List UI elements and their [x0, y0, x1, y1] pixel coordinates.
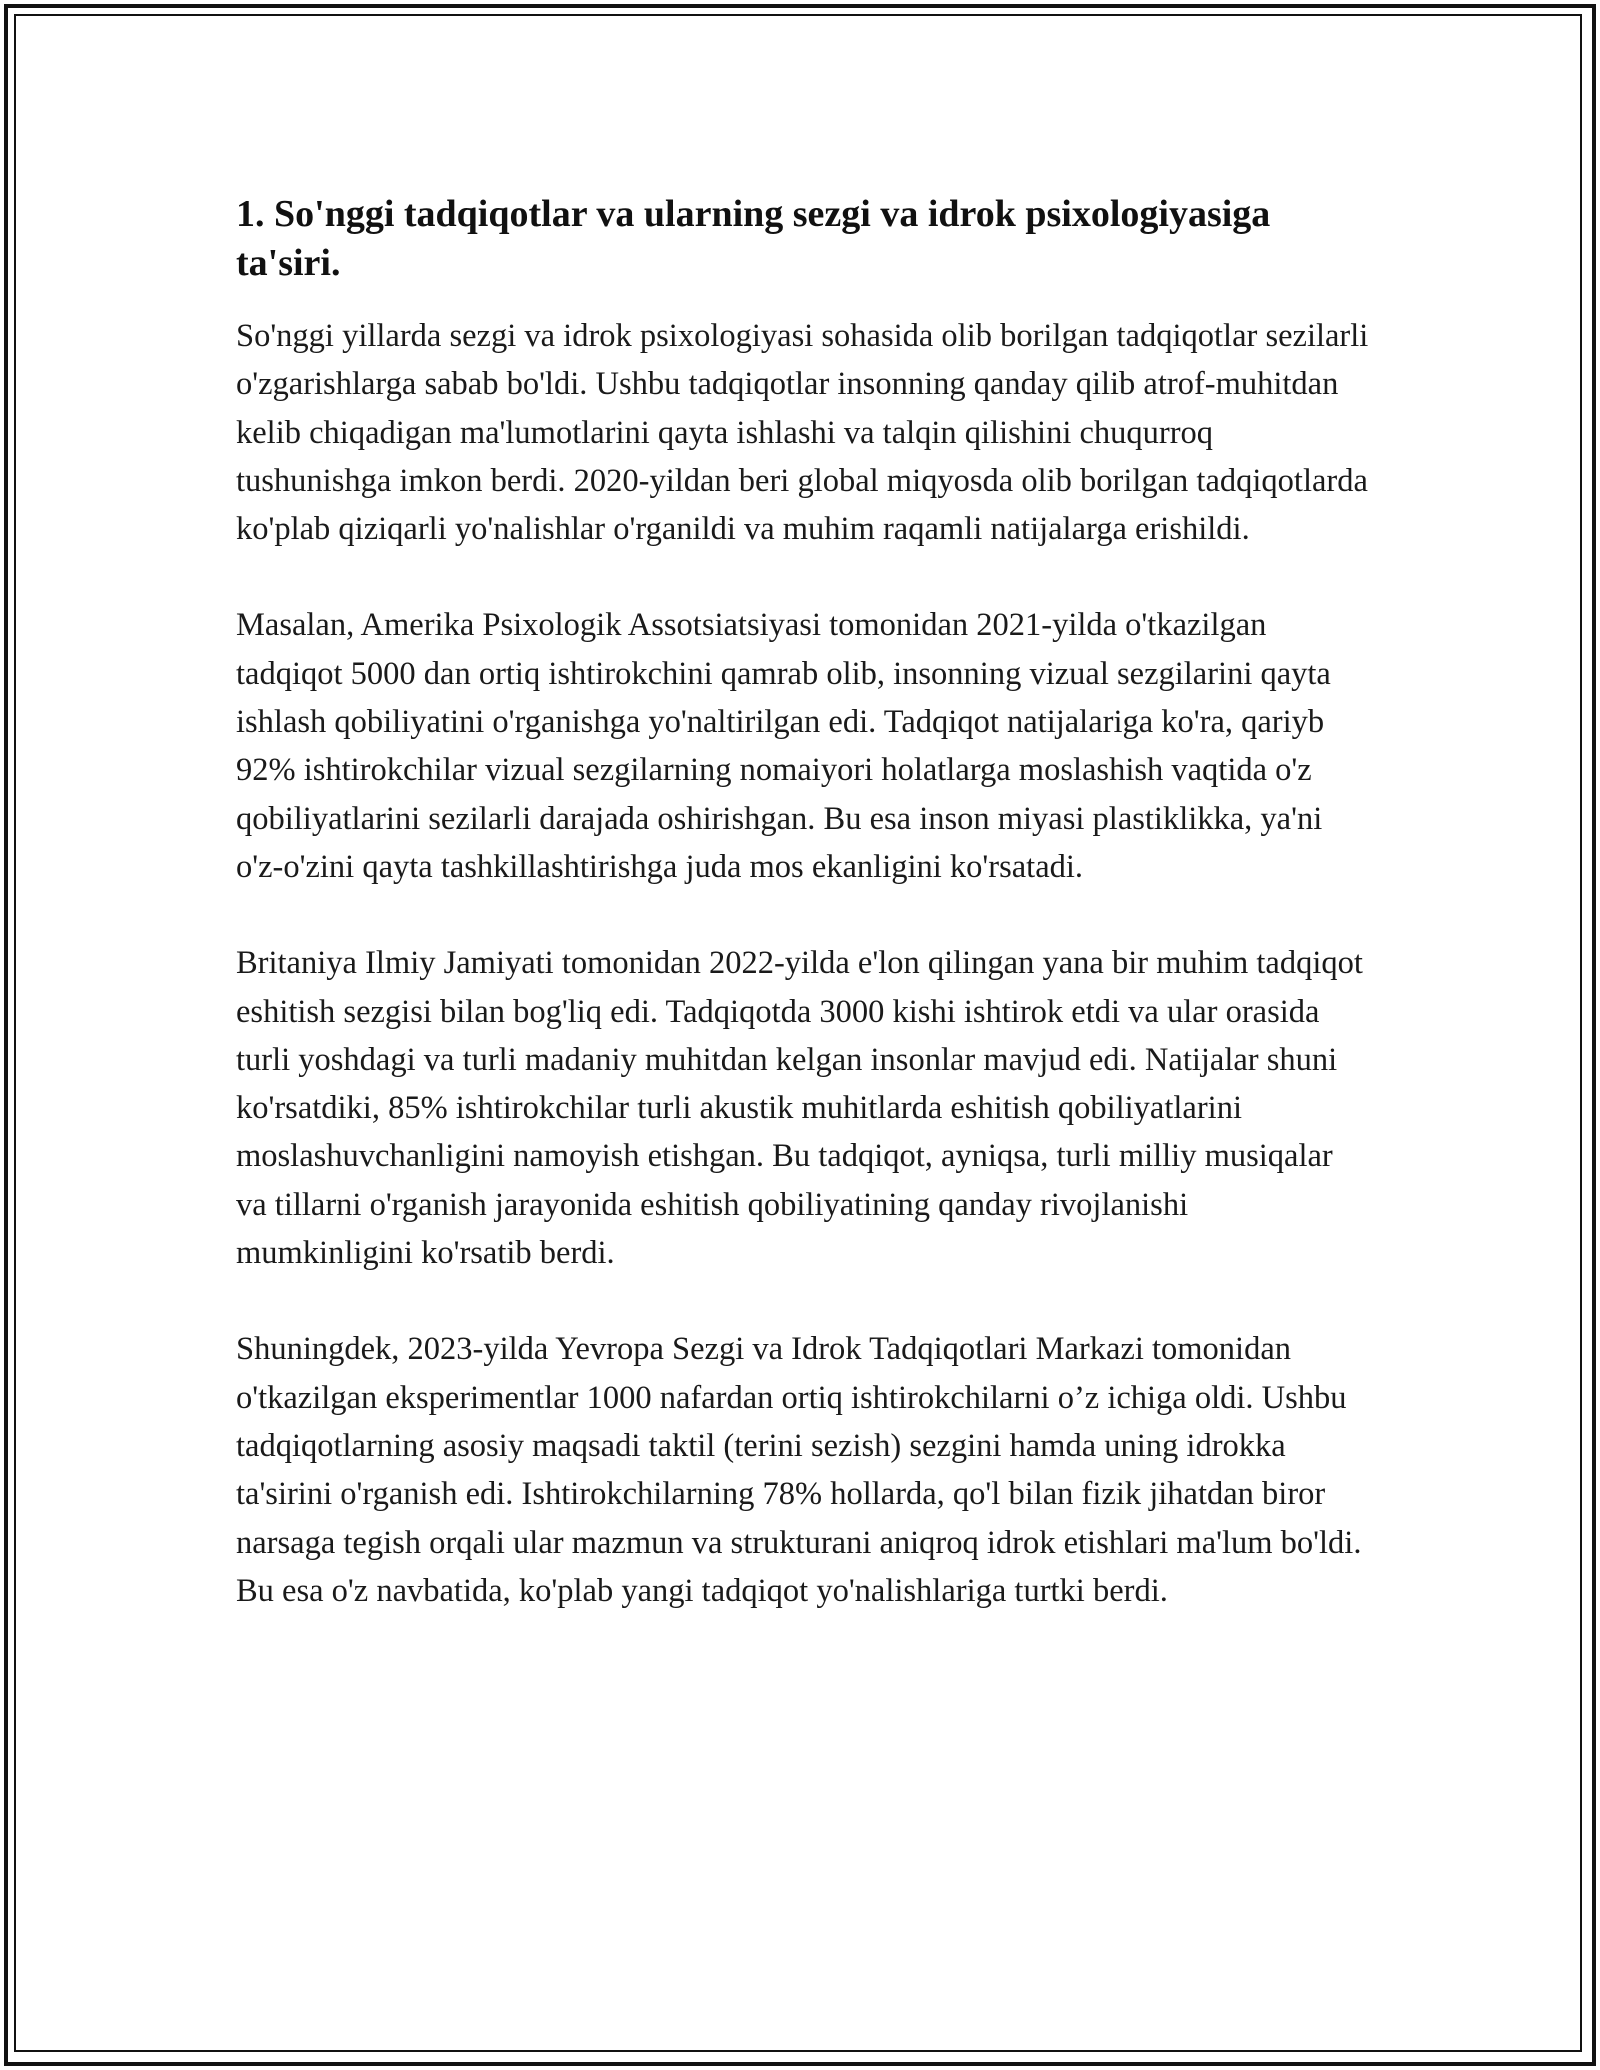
section-heading: 1. So'nggi tadqiqotlar va ularning sezgi va idrok psixologiyasiga ta'siri. [236, 193, 1271, 284]
paragraph-apa-study: Masalan, Amerika Psixologik Assotsiatsiyasi tomonidan 2021-yilda o'tkazilgan tadqiqot 5000 dan ortiq ishtirokchini qamrab olib, insonning vizual sezgilarini qayta ishlash qobiliyatini o'rganishga yo'naltirilgan edi. Tadqiqot natijalariga ko'ra, qariyb 92% ishtirokchilar vizual sezgilarning nomaiyori holatlarga moslashish vaqtida o'z qobiliyatlarini sezilarli darajada oshirishgan. Bu esa inson miyasi plastiklikka, ya'ni o'z-o'zini qayta tashkillashtirishga juda mos ekanligini ko'rsatadi. [236, 607, 1331, 885]
paragraph-european-study: Shuningdek, 2023-yilda Yevropa Sezgi va Idrok Tadqiqotlari Markazi tomonidan o'tkazilgan eksperimentlar 1000 nafardan ortiq ishtirokchilarni o’z ichiga oldi. Ushbu tadqiqotlarning asosiy maqsadi taktil (terini sezish) sezgini hamda uning idrokka ta'sirini o'rganish edi. Ishtirokchilarning 78% hollarda, qo'l bilan fizik jihatdan biror narsaga tegish orqali ular mazmun va strukturani aniqroq idrok etishlari ma'lum bo'ldi. Bu esa o'z navbatida, ko'plab yangi tadqiqot yo'nalishlariga turtki berdi. [236, 1331, 1362, 1609]
paragraph-british-study: Britaniya Ilmiy Jamiyati tomonidan 2022-yilda e'lon qilingan yana bir muhim tadqiqot eshitish sezgisi bilan bog'liq edi. Tadqiqotda 3000 kishi ishtirok etdi va ular orasida turli yoshdagi va turli madaniy muhitdan kelgan insonlar mavjud edi. Natijalar shuni ko'rsatdiki, 85% ishtirokchilar turli akustik muhitlarda eshitish qobiliyatlarini moslashuvchanligini namoyish etishgan. Bu tadqiqot, ayniqsa, turli milliy musiqalar va tillarni o'rganish jarayonida eshitish qobiliyatining qanday rivojlanishi mumkinligini ko'rsatib berdi. [236, 945, 1363, 1272]
paragraph-intro: So'nggi yillarda sezgi va idrok psixologiyasi sohasida olib borilgan tadqiqotlar sezilarli o'zgarishlarga sabab bo'ldi. Ushbu tadqiqotlar insonning qanday qilib atrof-muhitdan kelib chiqadigan ma'lumotlarini qayta ishlashi va talqin qilishini chuqurroq tushunishga imkon berdi. 2020-yildan beri global miqyosda olib borilgan tadqiqotlarda ko'plab qiziqarli yo'nalishlar o'rganildi va muhim raqamli natijalarga erishildi. [236, 318, 1369, 548]
document-body [236, 190, 1371, 1663]
